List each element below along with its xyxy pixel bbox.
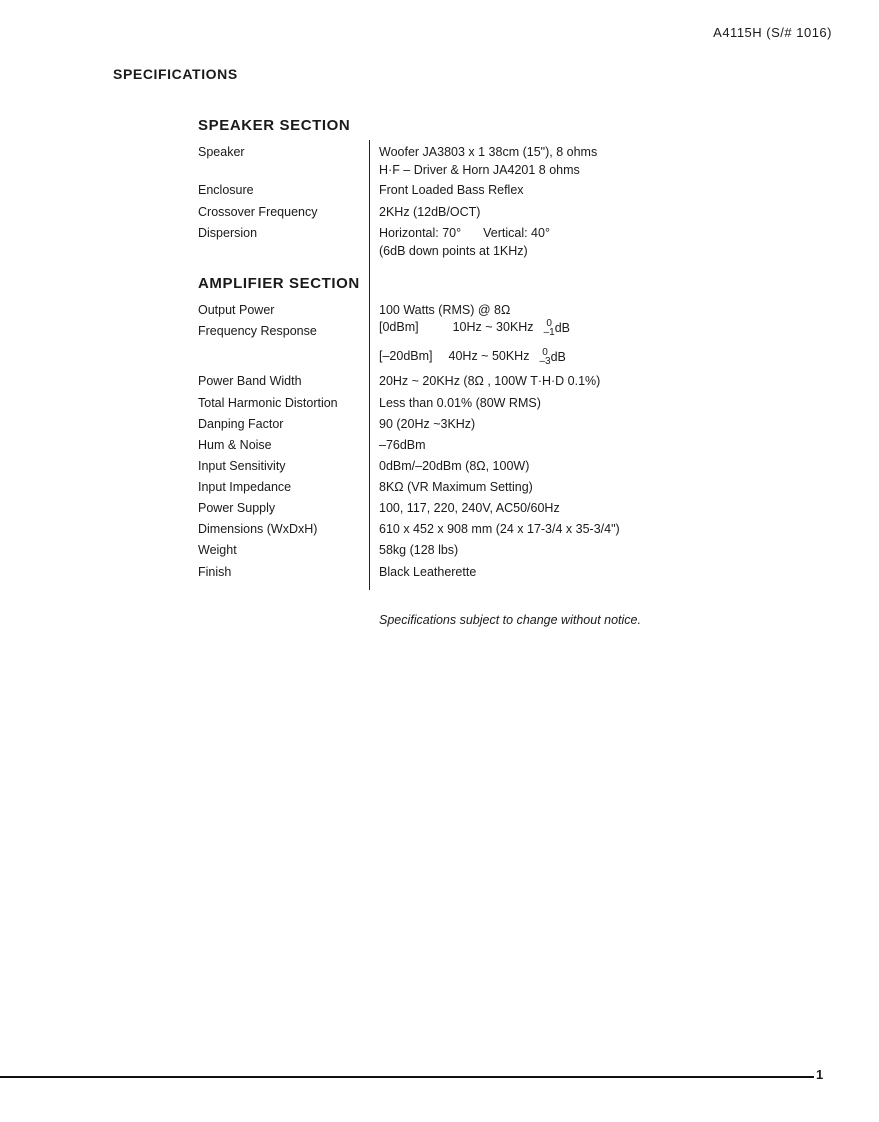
damping-factor-value: 90 (20Hz ~3KHz) — [379, 417, 476, 431]
output-power-label: Output Power — [198, 303, 275, 317]
power-supply-value: 100, 117, 220, 240V, AC50/60Hz — [379, 501, 560, 515]
speaker-label: Speaker — [198, 145, 245, 159]
thd-value: Less than 0.01% (80W RMS) — [379, 396, 541, 410]
thd-label: Total Harmonic Distortion — [198, 396, 338, 410]
page-number: 1 — [816, 1067, 824, 1082]
hum-noise-label: Hum & Noise — [198, 438, 272, 452]
input-impedance-value: 8KΩ (VR Maximum Setting) — [379, 480, 533, 494]
fr-unit: dB — [550, 349, 566, 364]
fr-level: [0dBm] — [379, 320, 419, 334]
damping-factor-label: Danping Factor — [198, 417, 284, 431]
hum-noise-value: –76dBm — [379, 438, 426, 452]
power-band-width-value: 20Hz ~ 20KHz (8Ω , 100W T·H·D 0.1%) — [379, 374, 601, 388]
frequency-response-row-20dbm — [379, 347, 566, 366]
dispersion-horizontal: Horizontal: 70° — [379, 226, 462, 240]
fr-tolerance: 0 –1 — [543, 317, 555, 338]
fr-unit: dB — [554, 320, 570, 335]
input-sensitivity-value: 0dBm/–20dBm (8Ω, 100W) — [379, 459, 530, 473]
dimensions-label: Dimensions (WxDxH) — [198, 522, 318, 536]
dispersion-value — [379, 224, 550, 242]
fr-range: 10Hz ~ 30KHz — [452, 320, 534, 334]
finish-value: Black Leatherette — [379, 565, 477, 579]
crossover-label: Crossover Frequency — [198, 205, 318, 219]
dispersion-note: (6dB down points at 1KHz) — [379, 244, 528, 258]
frequency-response-row-0dbm — [379, 318, 570, 337]
weight-value: 58kg (128 lbs) — [379, 543, 459, 557]
output-power-value: 100 Watts (RMS) @ 8Ω — [379, 303, 511, 317]
input-sensitivity-label: Input Sensitivity — [198, 459, 286, 473]
speaker-value-driver: H·F – Driver & Horn JA4201 8 ohms — [379, 163, 580, 177]
power-supply-label: Power Supply — [198, 501, 276, 515]
power-band-width-label: Power Band Width — [198, 374, 302, 388]
enclosure-value: Front Loaded Bass Reflex — [379, 183, 524, 197]
dispersion-label: Dispersion — [198, 226, 258, 240]
fr-tolerance: 0 –3 — [539, 346, 551, 367]
enclosure-label: Enclosure — [198, 183, 254, 197]
footnote: Specifications subject to change without notice. — [379, 613, 641, 627]
frequency-response-label: Frequency Response — [198, 324, 317, 338]
footer-rule — [0, 1076, 814, 1078]
page-title: SPECIFICATIONS — [113, 66, 238, 82]
column-divider — [369, 140, 370, 590]
model-number: A4115H (S/# 1016) — [713, 25, 832, 40]
dispersion-vertical: Vertical: 40° — [483, 226, 550, 240]
dimensions-value: 610 x 452 x 908 mm (24 x 17-3/4 x 35-3/4") — [379, 522, 620, 536]
amplifier-section-title: AMPLIFIER SECTION — [198, 275, 360, 292]
crossover-value: 2KHz (12dB/OCT) — [379, 205, 481, 219]
speaker-section-title: SPEAKER SECTION — [198, 117, 351, 134]
fr-range: 40Hz ~ 50KHz — [448, 349, 530, 363]
speaker-value-woofer: Woofer JA3803 x 1 38cm (15"), 8 ohms — [379, 145, 598, 159]
input-impedance-label: Input Impedance — [198, 480, 292, 494]
weight-label: Weight — [198, 543, 237, 557]
finish-label: Finish — [198, 565, 232, 579]
fr-level: [–20dBm] — [379, 349, 433, 363]
